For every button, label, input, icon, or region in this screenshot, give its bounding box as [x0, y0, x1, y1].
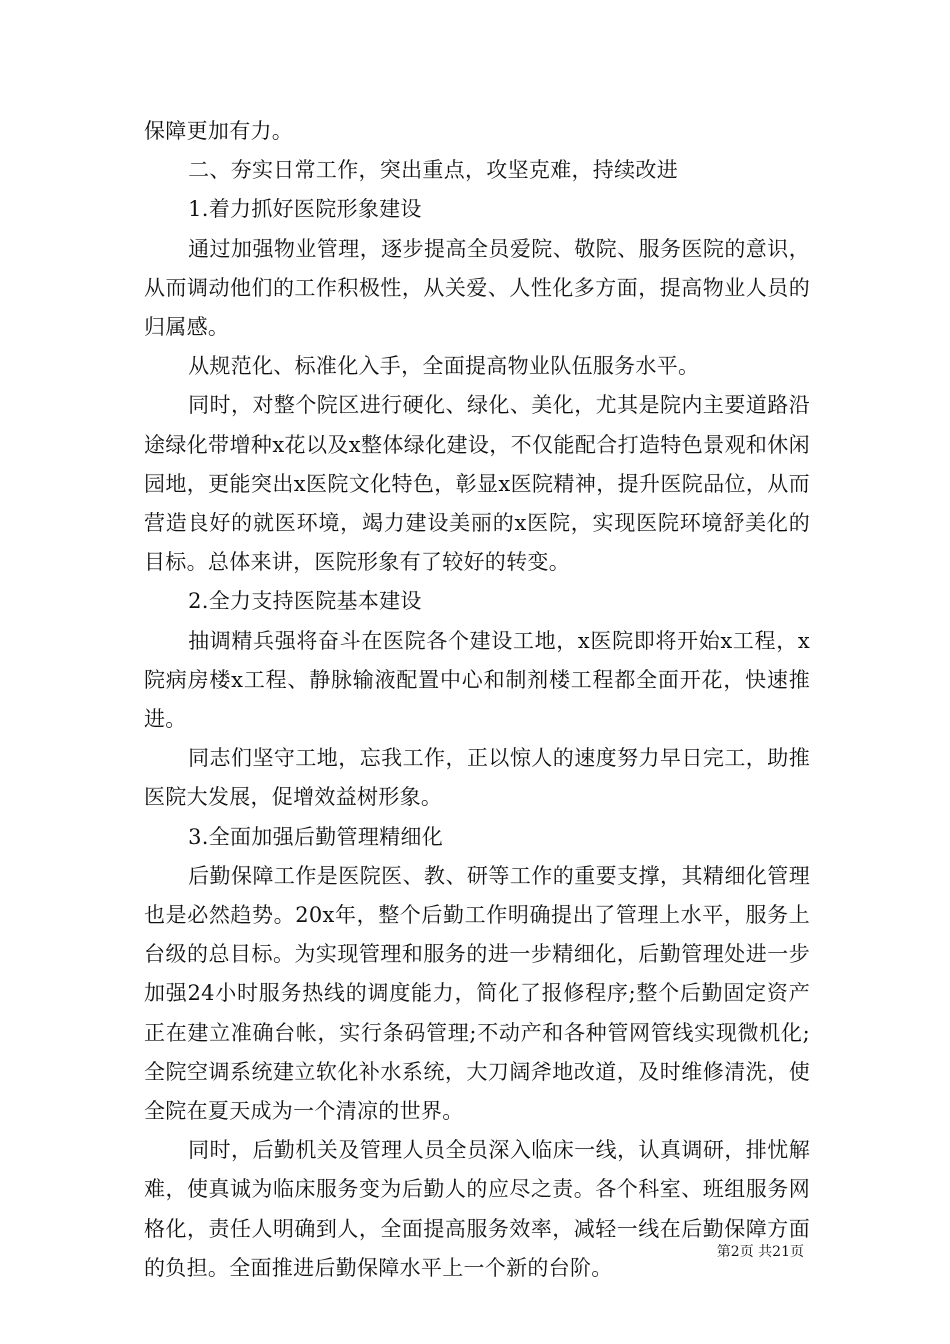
footer-suffix: 页 [790, 1244, 804, 1260]
paragraph-6: 同时，对整个院区进行硬化、绿化、美化，尤其是院内主要道路沿途绿化带增种x花以及x整体绿化建设，不仅能配合打造特色景观和休闲园地，更能突出x医院文化特色，彰显x医院精神，提升医院品位，从而营造良好的就医环境，竭力建设美丽的x医院，实现医院环境舒美化的目标。总体来讲，医院形象有了较好的转变。 [144, 393, 810, 575]
paragraph-4: 通过加强物业管理，逐步提高全员爱院、敬院、服务医院的意识，从而调动他们的工作积极性，从关爱、人性化多方面，提高物业人员的归属感。 [144, 236, 810, 340]
subheading-2: 2.全力支持医院基本建设 [188, 589, 422, 614]
paragraph-5: 从规范化、标准化入手，全面提高物业队伍服务水平。 [188, 354, 700, 379]
footer-middle: 页 共 [739, 1244, 773, 1260]
footer-prefix: 第 [716, 1244, 731, 1260]
page-footer [717, 1241, 804, 1261]
section-heading-2: 二、夯实日常工作，突出重点，攻坚克难，持续改进 [188, 158, 678, 183]
paragraph-12: 同时，后勤机关及管理人员全员深入临床一线，认真调研，排忧解难，使真诚为临床服务变为后勤人的应尽之责。各个科室、班组服务网格化，责任人明确到人，全面提高服务效率，减轻一线在后勤保障方面的负担。全面推进后勤保障水平上一个新的台阶。 [144, 1138, 810, 1280]
paragraph-11: 后勤保障工作是医院医、教、研等工作的重要支撑，其精细化管理也是必然趋势。20x年，整个后勤工作明确提出了管理上水平，服务上台级的总目标。为实现管理和服务的进一步精细化，后勤管理处进一步加强24小时服务热线的调度能力，简化了报修程序;整个后勤固定资产正在建立准确台帐，实行条码管理;不动产和各种管网管线实现微机化;全院空调系统建立软化补水系统，大刀阔斧地改道，及时维修清洗，使全院在夏天成为一个清凉的世界。 [144, 863, 810, 1124]
subheading-3: 3.全面加强后勤管理精细化 [188, 824, 444, 849]
document-body [144, 112, 810, 1288]
footer-current-page: 2 [730, 1244, 740, 1260]
paragraph-9: 同志们坚守工地，忘我工作，正以惊人的速度努力早日完工，助推医院大发展，促增效益树形象。 [144, 746, 810, 810]
subheading-1: 1.着力抓好医院形象建设 [188, 197, 422, 222]
paragraph-1: 保障更加有力。 [144, 119, 294, 143]
paragraph-8: 抽调精兵强将奋斗在医院各个建设工地，x医院即将开始x工程，x院病房楼x工程、静脉输液配置中心和制剂楼工程都全面开花，快速推进。 [144, 628, 810, 732]
footer-total-pages: 21 [772, 1244, 790, 1260]
